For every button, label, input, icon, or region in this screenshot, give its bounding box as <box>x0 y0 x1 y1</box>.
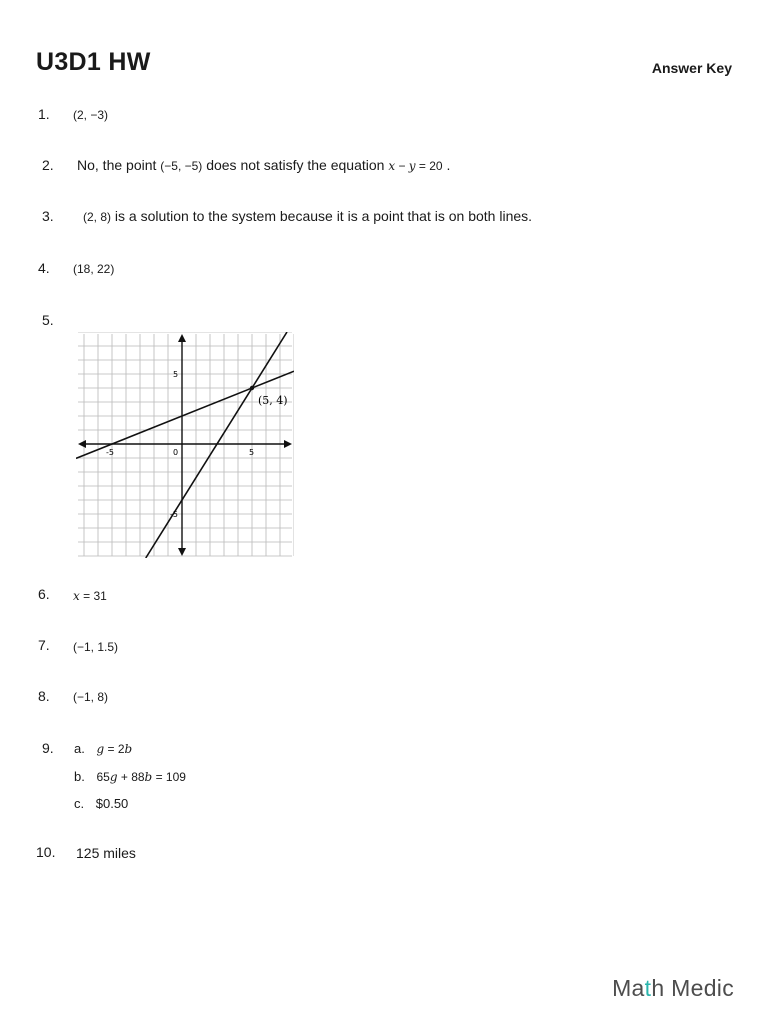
answer-text: No, the point <box>77 157 157 173</box>
question-number: 4. <box>38 260 50 276</box>
math-rest: = 109 <box>152 770 186 784</box>
question-number: 9. <box>42 740 54 756</box>
question-number: 1. <box>38 106 50 122</box>
sub-label: b. <box>74 769 85 784</box>
answer-9b <box>74 769 186 784</box>
math-var: g <box>109 770 118 784</box>
tick-label: -5 <box>170 510 178 519</box>
sub-label: c. <box>74 796 85 811</box>
tick-label: 5 <box>249 448 255 457</box>
answer-7: (−1, 1.5) <box>73 640 119 654</box>
math-var: g <box>96 742 105 756</box>
math-rest: + 88 <box>117 770 145 784</box>
question-number: 2. <box>42 157 54 173</box>
tick-label: 5 <box>173 370 179 379</box>
answer-6 <box>73 587 107 603</box>
answer-text: is a solution to the system because it is a point that is on both lines. <box>111 208 533 224</box>
math-var: b <box>124 742 133 756</box>
axis-arrow <box>78 440 86 448</box>
math-var: x <box>73 589 80 603</box>
question-number: 3. <box>42 208 54 224</box>
coordinate-graph <box>76 332 294 558</box>
answer-2 <box>77 157 450 173</box>
brand-text: Ma <box>612 975 645 1001</box>
answer-4: (18, 22) <box>73 262 115 276</box>
sub-label: a. <box>74 741 85 756</box>
question-number: 7. <box>38 637 50 653</box>
point-value: (−5, −5) <box>160 159 203 173</box>
math-var: x <box>388 159 396 173</box>
answer-3 <box>83 208 532 224</box>
question-number: 8. <box>38 688 50 704</box>
math-rest: = 20 <box>415 159 443 173</box>
axis-arrow <box>284 440 292 448</box>
answer-8: (−1, 8) <box>73 690 109 704</box>
math-medic-logo <box>612 975 734 1002</box>
math-var: y <box>408 159 416 173</box>
brand-text: h Medic <box>651 975 734 1001</box>
math-var: b <box>144 770 153 784</box>
math-op: − <box>395 159 409 173</box>
answer-text: $0.50 <box>95 796 129 811</box>
math-rest: 65 <box>96 770 110 784</box>
intersection-label: (5, 4) <box>258 394 288 407</box>
point-value: (2, 8) <box>83 210 112 224</box>
graph-svg <box>76 332 294 558</box>
math-rest: = 2 <box>104 742 125 756</box>
axis-arrow <box>178 548 186 556</box>
tick-label: 0 <box>173 448 179 457</box>
page-title: U3D1 HW <box>36 48 151 76</box>
answer-1: (2, −3) <box>73 108 109 122</box>
question-number: 6. <box>38 586 50 602</box>
answer-key-label: Answer Key <box>651 60 732 76</box>
answer-9c <box>74 796 128 811</box>
math-rest: = 31 <box>79 589 107 603</box>
plot-line <box>76 371 294 458</box>
intersection-point <box>250 386 254 390</box>
answer-text: does not satisfy the equation <box>206 157 385 173</box>
question-number: 5. <box>42 312 54 328</box>
brand-accent: t <box>644 975 652 1001</box>
axis-arrow <box>178 334 186 342</box>
answer-text: . <box>442 157 451 173</box>
tick-label: -5 <box>106 448 114 457</box>
answer-10: 125 miles <box>76 845 136 861</box>
question-number: 10. <box>36 844 56 860</box>
graph-lines <box>76 332 294 558</box>
answer-9a <box>74 741 132 756</box>
